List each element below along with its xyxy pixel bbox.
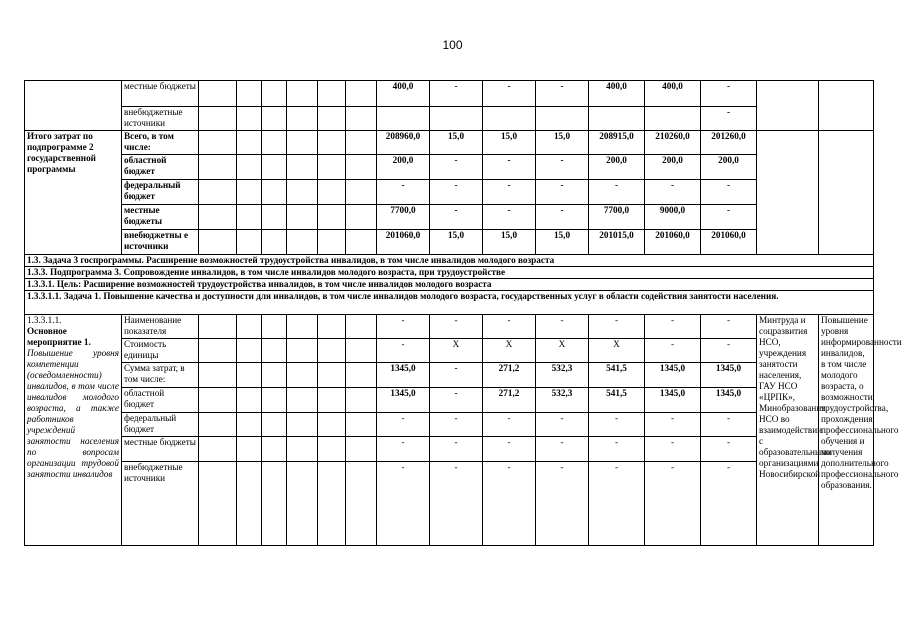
value-cell: - xyxy=(701,81,757,107)
value-cell: - xyxy=(430,462,483,546)
value-cell: - xyxy=(536,413,589,437)
empty-cell xyxy=(262,230,287,255)
measure-description: Повышение уровня компетенции (осведомленности) инвалидов, в том числе инвалидов молодого возраста, а также работников учреждений занятости населения по вопросам организации трудовой занятости инвалидов xyxy=(27,348,119,479)
value-cell: - xyxy=(536,81,589,107)
value-cell: - xyxy=(483,155,536,180)
empty-cell xyxy=(199,413,237,437)
value-cell: - xyxy=(377,413,430,437)
funding-source: внебюджетны е источники xyxy=(122,230,199,255)
value-cell: - xyxy=(536,180,589,205)
empty-cell xyxy=(237,437,262,462)
value-cell: - xyxy=(483,413,536,437)
funding-source: областной бюджет xyxy=(122,388,199,413)
funding-source: внебюджетные источники xyxy=(122,107,199,131)
value-cell: 208915,0 xyxy=(589,131,645,155)
table-row xyxy=(25,363,874,388)
empty-cell xyxy=(346,413,377,437)
value-cell: 532,3 xyxy=(536,363,589,388)
value-cell: - xyxy=(645,413,701,437)
value-cell: 15,0 xyxy=(483,230,536,255)
section-heading: 1.3.3. Подпрограмма 3. Сопровождение инвалидов, в том числе инвалидов молодого возраста, при трудоустройстве xyxy=(25,267,874,279)
empty-cell xyxy=(346,339,377,363)
value-cell: 201060,0 xyxy=(701,230,757,255)
empty-cell xyxy=(318,388,346,413)
empty-cell xyxy=(262,131,287,155)
empty-cell xyxy=(318,363,346,388)
empty-cell xyxy=(287,339,318,363)
value-cell: - xyxy=(589,413,645,437)
empty-cell xyxy=(199,131,237,155)
value-cell: 1345,0 xyxy=(377,363,430,388)
empty-cell xyxy=(262,107,287,131)
value-cell: - xyxy=(430,388,483,413)
empty-cell xyxy=(237,363,262,388)
funding-source: местные бюджеты xyxy=(122,205,199,230)
value-cell: - xyxy=(701,205,757,230)
empty-cell xyxy=(237,230,262,255)
value-cell: - xyxy=(377,462,430,546)
value-cell: - xyxy=(701,462,757,546)
empty-cell xyxy=(199,437,237,462)
value-cell: - xyxy=(377,339,430,363)
value-cell: - xyxy=(589,437,645,462)
empty-cell xyxy=(287,437,318,462)
funding-source: местные бюджеты xyxy=(122,437,199,462)
empty-cell xyxy=(346,107,377,131)
empty-cell xyxy=(346,230,377,255)
table-row xyxy=(25,462,874,546)
empty-cell xyxy=(318,155,346,180)
value-cell: 200,0 xyxy=(701,155,757,180)
value-cell: - xyxy=(483,437,536,462)
result-cell xyxy=(819,131,874,255)
funding-source: Стоимость единицы xyxy=(122,339,199,363)
empty-cell xyxy=(346,205,377,230)
table-row xyxy=(25,388,874,413)
empty-cell xyxy=(287,315,318,339)
value-cell: - xyxy=(430,155,483,180)
value-cell xyxy=(645,107,701,131)
table-row xyxy=(25,339,874,363)
value-cell: 201015,0 xyxy=(589,230,645,255)
value-cell: 201260,0 xyxy=(701,131,757,155)
empty-cell xyxy=(199,363,237,388)
value-cell: - xyxy=(483,81,536,107)
value-cell: - xyxy=(377,180,430,205)
value-cell: - xyxy=(536,462,589,546)
empty-cell xyxy=(346,131,377,155)
value-cell: Х xyxy=(430,339,483,363)
empty-cell xyxy=(237,315,262,339)
value-cell: - xyxy=(536,315,589,339)
value-cell: 541,5 xyxy=(589,388,645,413)
empty-cell xyxy=(199,205,237,230)
value-cell: 1345,0 xyxy=(377,388,430,413)
value-cell: - xyxy=(430,413,483,437)
value-cell: - xyxy=(430,81,483,107)
value-cell: 1345,0 xyxy=(645,363,701,388)
value-cell: 201060,0 xyxy=(645,230,701,255)
value-cell: - xyxy=(430,437,483,462)
empty-cell xyxy=(237,413,262,437)
empty-cell xyxy=(199,107,237,131)
value-cell: 200,0 xyxy=(377,155,430,180)
result-cell xyxy=(819,81,874,131)
table-row xyxy=(25,155,874,180)
empty-cell xyxy=(237,180,262,205)
empty-cell xyxy=(318,413,346,437)
value-cell: Х xyxy=(589,339,645,363)
funding-source: Сумма затрат, в том числе: xyxy=(122,363,199,388)
empty-cell xyxy=(287,413,318,437)
empty-cell xyxy=(346,437,377,462)
value-cell: - xyxy=(430,180,483,205)
table-row xyxy=(25,180,874,205)
empty-cell xyxy=(346,155,377,180)
table-body xyxy=(25,81,902,546)
budget-table xyxy=(24,80,902,546)
table-row xyxy=(25,291,874,315)
empty-cell xyxy=(287,230,318,255)
value-cell: 271,2 xyxy=(483,388,536,413)
table-row xyxy=(25,205,874,230)
value-cell xyxy=(536,107,589,131)
empty-cell xyxy=(346,315,377,339)
value-cell: - xyxy=(536,437,589,462)
value-cell: 1345,0 xyxy=(701,388,757,413)
empty-cell xyxy=(287,388,318,413)
empty-cell xyxy=(199,180,237,205)
table-row xyxy=(25,279,874,291)
empty-cell xyxy=(262,180,287,205)
empty-cell xyxy=(287,180,318,205)
empty-cell xyxy=(287,363,318,388)
empty-cell xyxy=(237,131,262,155)
value-cell: 15,0 xyxy=(430,230,483,255)
empty-cell xyxy=(199,81,237,107)
value-cell: 400,0 xyxy=(377,81,430,107)
funding-source: Наименование показателя xyxy=(122,315,199,339)
value-cell: - xyxy=(701,437,757,462)
funding-source: внебюджетные источники xyxy=(122,462,199,546)
value-cell: - xyxy=(645,462,701,546)
empty-cell xyxy=(237,339,262,363)
empty-cell xyxy=(287,107,318,131)
measure-description-cell xyxy=(25,315,122,546)
value-cell: - xyxy=(701,180,757,205)
value-cell: 15,0 xyxy=(536,131,589,155)
value-cell: - xyxy=(701,107,757,131)
empty-cell xyxy=(262,339,287,363)
empty-cell xyxy=(199,462,237,546)
value-cell: - xyxy=(483,315,536,339)
value-cell: 1345,0 xyxy=(701,363,757,388)
empty-cell xyxy=(199,230,237,255)
table-row xyxy=(25,81,874,107)
empty-cell xyxy=(318,339,346,363)
value-cell: - xyxy=(377,437,430,462)
empty-cell xyxy=(237,462,262,546)
empty-cell xyxy=(346,180,377,205)
empty-cell xyxy=(287,131,318,155)
value-cell: - xyxy=(645,339,701,363)
empty-cell xyxy=(262,462,287,546)
funding-source: федеральный бюджет xyxy=(122,413,199,437)
executors-cell: Минтруда и соцразвития НСО, учреждения занятости населения, ГАУ НСО «ЦРПК», Минобразования НСО во взаимодействии с образовательными организациями Новосибирской xyxy=(757,315,819,546)
funding-source: областной бюджет xyxy=(122,155,199,180)
table-row xyxy=(25,107,874,131)
value-cell xyxy=(430,107,483,131)
result-cell: Повышение уровня информированности инвалидов, в том числе молодого возраста, о возможности трудоустройства, прохождения профессионального обучения и получения дополнительного профессионального образования. xyxy=(819,315,874,546)
empty-cell xyxy=(346,81,377,107)
total-label: Итого затрат по подпрограмме 2 государственной программы xyxy=(25,131,122,255)
empty-cell xyxy=(287,155,318,180)
empty-cell xyxy=(199,315,237,339)
value-cell: 271,2 xyxy=(483,363,536,388)
value-cell: - xyxy=(536,155,589,180)
empty-cell xyxy=(346,462,377,546)
value-cell: 400,0 xyxy=(645,81,701,107)
empty-cell xyxy=(287,462,318,546)
funding-source: федеральный бюджет xyxy=(122,180,199,205)
empty-cell xyxy=(237,107,262,131)
empty-cell xyxy=(318,81,346,107)
page-number: 100 xyxy=(442,38,463,52)
value-cell: 15,0 xyxy=(430,131,483,155)
value-cell: - xyxy=(645,437,701,462)
value-cell: 210260,0 xyxy=(645,131,701,155)
value-cell: 7700,0 xyxy=(377,205,430,230)
value-cell: 9000,0 xyxy=(645,205,701,230)
empty-cell xyxy=(262,155,287,180)
funding-source: местные бюджеты xyxy=(122,81,199,107)
empty-cell xyxy=(318,107,346,131)
value-cell: 532,3 xyxy=(536,388,589,413)
value-cell: 200,0 xyxy=(589,155,645,180)
section-heading: 1.3. Задача 3 госпрограммы. Расширение возможностей трудоустройства инвалидов, в том числе инвалидов молодого возраста xyxy=(25,255,874,267)
value-cell: Х xyxy=(536,339,589,363)
empty-cell xyxy=(287,81,318,107)
value-cell: - xyxy=(483,180,536,205)
value-cell: 15,0 xyxy=(483,131,536,155)
table-row xyxy=(25,255,874,267)
empty-cell xyxy=(318,131,346,155)
value-cell: - xyxy=(589,180,645,205)
value-cell: - xyxy=(483,205,536,230)
value-cell xyxy=(589,107,645,131)
value-cell: - xyxy=(430,205,483,230)
value-cell: - xyxy=(645,315,701,339)
empty-cell xyxy=(262,315,287,339)
value-cell: - xyxy=(701,339,757,363)
empty-cell xyxy=(318,437,346,462)
empty-cell xyxy=(262,437,287,462)
value-cell: - xyxy=(430,315,483,339)
empty-cell xyxy=(262,413,287,437)
empty-cell xyxy=(346,388,377,413)
value-cell: - xyxy=(483,462,536,546)
value-cell: - xyxy=(589,315,645,339)
empty-cell xyxy=(262,205,287,230)
funding-source: Всего, в том числе: xyxy=(122,131,199,155)
empty-cell xyxy=(287,205,318,230)
value-cell: - xyxy=(701,413,757,437)
empty-cell xyxy=(199,388,237,413)
empty-cell xyxy=(262,81,287,107)
value-cell: 7700,0 xyxy=(589,205,645,230)
empty-cell xyxy=(237,388,262,413)
value-cell: - xyxy=(536,205,589,230)
value-cell: 200,0 xyxy=(645,155,701,180)
measure-code: 1.3.3.1.1. xyxy=(27,315,62,325)
empty-cell xyxy=(262,388,287,413)
section-heading: 1.3.3.1. Цель: Расширение возможностей трудоустройства инвалидов, в том числе инвалидов молодого возраста xyxy=(25,279,874,291)
table-row xyxy=(25,131,874,155)
empty-cell xyxy=(237,155,262,180)
value-cell: 201060,0 xyxy=(377,230,430,255)
empty-cell xyxy=(237,205,262,230)
value-cell: 1345,0 xyxy=(645,388,701,413)
value-cell: 541,5 xyxy=(589,363,645,388)
table-row xyxy=(25,267,874,279)
empty-cell xyxy=(318,180,346,205)
table-row xyxy=(25,230,874,255)
value-cell: - xyxy=(701,315,757,339)
empty-cell xyxy=(318,315,346,339)
value-cell: 400,0 xyxy=(589,81,645,107)
empty-cell xyxy=(199,339,237,363)
table-row xyxy=(25,413,874,437)
value-cell: - xyxy=(589,462,645,546)
empty-cell xyxy=(237,81,262,107)
measure-title: Основное мероприятие 1. xyxy=(27,326,91,347)
empty-cell xyxy=(262,363,287,388)
value-cell: - xyxy=(377,315,430,339)
value-cell: Х xyxy=(483,339,536,363)
executors-cell xyxy=(757,81,819,131)
executors-cell xyxy=(757,131,819,255)
value-cell xyxy=(483,107,536,131)
table-row xyxy=(25,315,874,339)
value-cell: - xyxy=(430,363,483,388)
value-cell: 15,0 xyxy=(536,230,589,255)
value-cell: - xyxy=(645,180,701,205)
empty-cell xyxy=(318,205,346,230)
empty-cell xyxy=(318,462,346,546)
empty-cell xyxy=(318,230,346,255)
value-cell: 208960,0 xyxy=(377,131,430,155)
table-row xyxy=(25,437,874,462)
value-cell xyxy=(377,107,430,131)
empty-cell xyxy=(346,363,377,388)
section-heading: 1.3.3.1.1. Задача 1. Повышение качества и доступности для инвалидов, в том числе инвалидов молодого возраста, государственных услуг в области содействия занятости населения. xyxy=(25,291,874,315)
empty-label-cell xyxy=(25,81,122,131)
empty-cell xyxy=(199,155,237,180)
